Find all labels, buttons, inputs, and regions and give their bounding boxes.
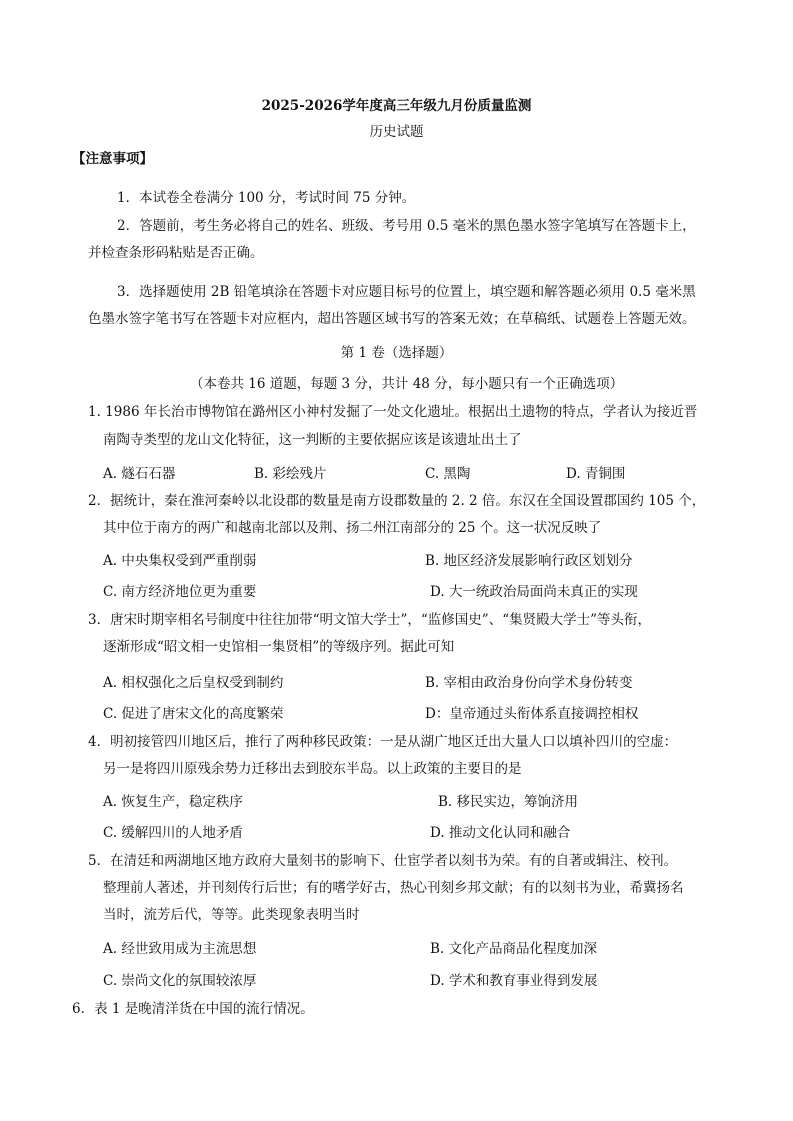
question-1-option-a: A. 燧石石器 [103, 466, 176, 482]
exam-title: 2025-2026学年度高三年级九月份质量监测 [261, 98, 532, 114]
notice-item-2-line-2: 并检查条形码粘贴是否正确。 [88, 245, 264, 261]
notice-item-2-line-1: 2．答题前，考生务必将自己的姓名、班级、考号用 0.5 毫米的黑色墨水签字笔填写在答题卡上， [117, 218, 696, 234]
question-3-option-a: A. 相权强化之后皇权受到制约 [103, 675, 284, 691]
question-1-option-c: C. 黑陶 [425, 466, 471, 482]
question-1-option-d: D. 青铜围 [566, 466, 626, 482]
question-5-line-3: 当时，流芳后代，等等。此类现象表明当时 [103, 907, 360, 923]
question-2-option-d: D. 大一统政治局面尚未真正的实现 [430, 584, 638, 600]
question-5-option-c: C. 崇尚文化的氛围较浓厚 [103, 973, 257, 989]
question-2-option-b: B. 地区经济发展影响行政区划划分 [425, 553, 633, 569]
question-3-option-d: D：皇帝通过头衔体系直接调控相权 [425, 706, 639, 722]
notice-item-1: 1．本试卷全卷满分 100 分，考试时间 75 分钟。 [117, 190, 416, 206]
exam-subject: 历史试题 [369, 124, 424, 140]
question-6-line-1: 6．表 1 是晚清洋货在中国的流行情况。 [72, 1001, 314, 1017]
question-2-line-1: 2．据统计，秦在淮河秦岭以北设郡的数量是南方设郡数量的 2. 2 倍。东汉在全国设置郡国约 105 个， [88, 493, 706, 509]
question-2-option-c: C. 南方经济地位更为重要 [103, 584, 257, 600]
question-3-option-b: B. 宰相由政治身份向学术身份转变 [425, 675, 633, 691]
question-2-option-a: A. 中央集权受到严重削弱 [103, 553, 257, 569]
question-1-line-2: 南陶寺类型的龙山文化特征，这一判断的主要依据应该是该遗址出土了 [103, 432, 522, 448]
question-1-line-1: 1. 1986 年长治市博物馆在潞州区小神村发掘了一处文化遗址。根据出土遗物的特点，学者认为接近晋 [88, 404, 698, 420]
section-title: 第 1 卷（选择题） [340, 345, 453, 361]
question-3-line-1: 3．唐宋时期宰相名号制度中往往加带“明文馆大学士”，“监修国史”、“集贤殿大学士”等头衔， [88, 612, 651, 628]
section-instruction: （本卷共 16 道题，每题 3 分，共计 48 分，每小题只有一个正确选项） [190, 376, 624, 392]
question-4-line-2: 另一是将四川原残余势力迁移出去到胶东半岛。以上政策的主要目的是 [103, 761, 522, 777]
notice-heading: 【注意事项】 [72, 151, 153, 167]
question-3-option-c: C. 促进了唐宋文化的高度繁荣 [103, 706, 284, 722]
question-4-option-d: D. 推动文化认同和融合 [430, 825, 571, 841]
question-5-line-2: 整理前人著述，并刊刻传行后世；有的嗜学好古，热心刊刻乡邦文献；有的以刻书为业，希冀扬名 [103, 880, 684, 896]
question-5-option-b: B. 文化产品商品化程度加深 [430, 941, 598, 957]
question-4-option-c: C. 缓解四川的人地矛盾 [103, 825, 243, 841]
question-1-option-b: B. 彩绘残片 [254, 466, 327, 482]
question-3-line-2: 逐渐形成“昭文相一史馆相一集贤相”的等级序列。据此可知 [103, 639, 455, 655]
notice-item-3-line-1: 3．选择题使用 2B 铅笔填涂在答题卡对应题目标号的位置上，填空题和解答题必须用 0.5 毫米黑 [117, 284, 696, 300]
question-5-option-d: D. 学术和教育事业得到发展 [430, 973, 598, 989]
question-4-option-b: B. 移民实边，筹饷济用 [438, 794, 579, 810]
question-4-line-1: 4．明初接管四川地区后，推行了两种移民政策：一是从湖广地区迁出大量人口以填补四川的空虚： [88, 734, 678, 750]
question-5-line-1: 5．在清廷和两湖地区地方政府大量刻书的影响下、仕宦学者以刻书为荣。有的自著或辑注、校刊。 [88, 853, 678, 869]
question-5-option-a: A. 经世致用成为主流思想 [103, 941, 257, 957]
notice-item-3-line-2: 色墨水签字笔书写在答题卡对应框内，超出答题区域书写的答案无效；在草稿纸、试题卷上答题无效。 [88, 311, 696, 327]
question-4-option-a: A. 恢复生产，稳定秩序 [103, 794, 243, 810]
question-2-line-2: 其中位于南方的两广和越南北部以及荆、扬二州江南部分的 25 个。这一状况反映了 [103, 520, 602, 536]
